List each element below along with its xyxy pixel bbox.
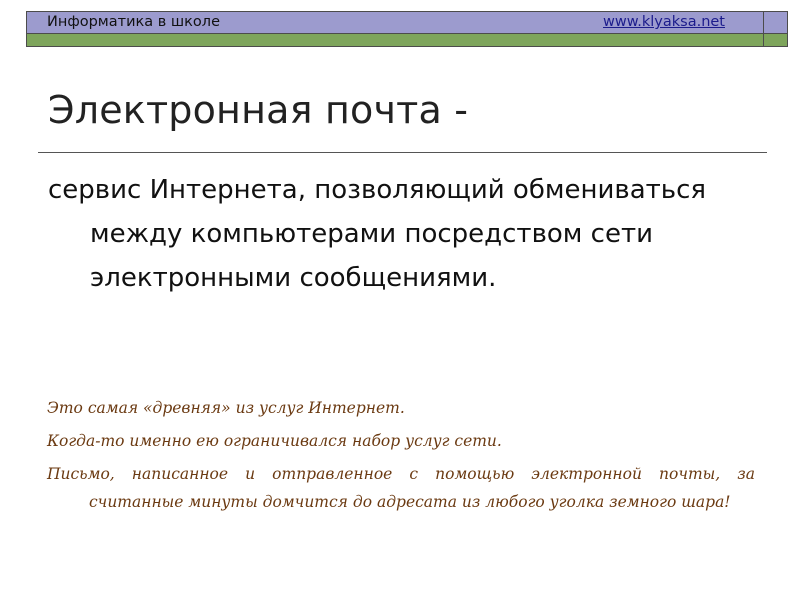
slide-title: Электронная почта - [48, 88, 469, 132]
note-paragraph: Когда-то именно ею ограничивался набор услуг сети. [47, 432, 502, 450]
header-bottom-band [27, 34, 787, 46]
title-divider [38, 152, 767, 153]
note-paragraph: Письмо, написанное и отправленное с помощью электронной почты, за считанные минуты домчится до адресата из любого уголка земного шара! [47, 465, 755, 511]
definition-text: сервис Интернета, позволяющий обмениваться между компьютерами посредством сети электронными сообщениями. [48, 175, 707, 293]
notes-block [47, 394, 755, 521]
header-divider [763, 12, 764, 46]
site-title: Информатика в школе [47, 14, 220, 30]
site-link[interactable]: www.klyaksa.net [603, 14, 725, 30]
header-bar [26, 11, 788, 47]
note-paragraph: Это самая «древняя» из услуг Интернет. [47, 399, 405, 417]
